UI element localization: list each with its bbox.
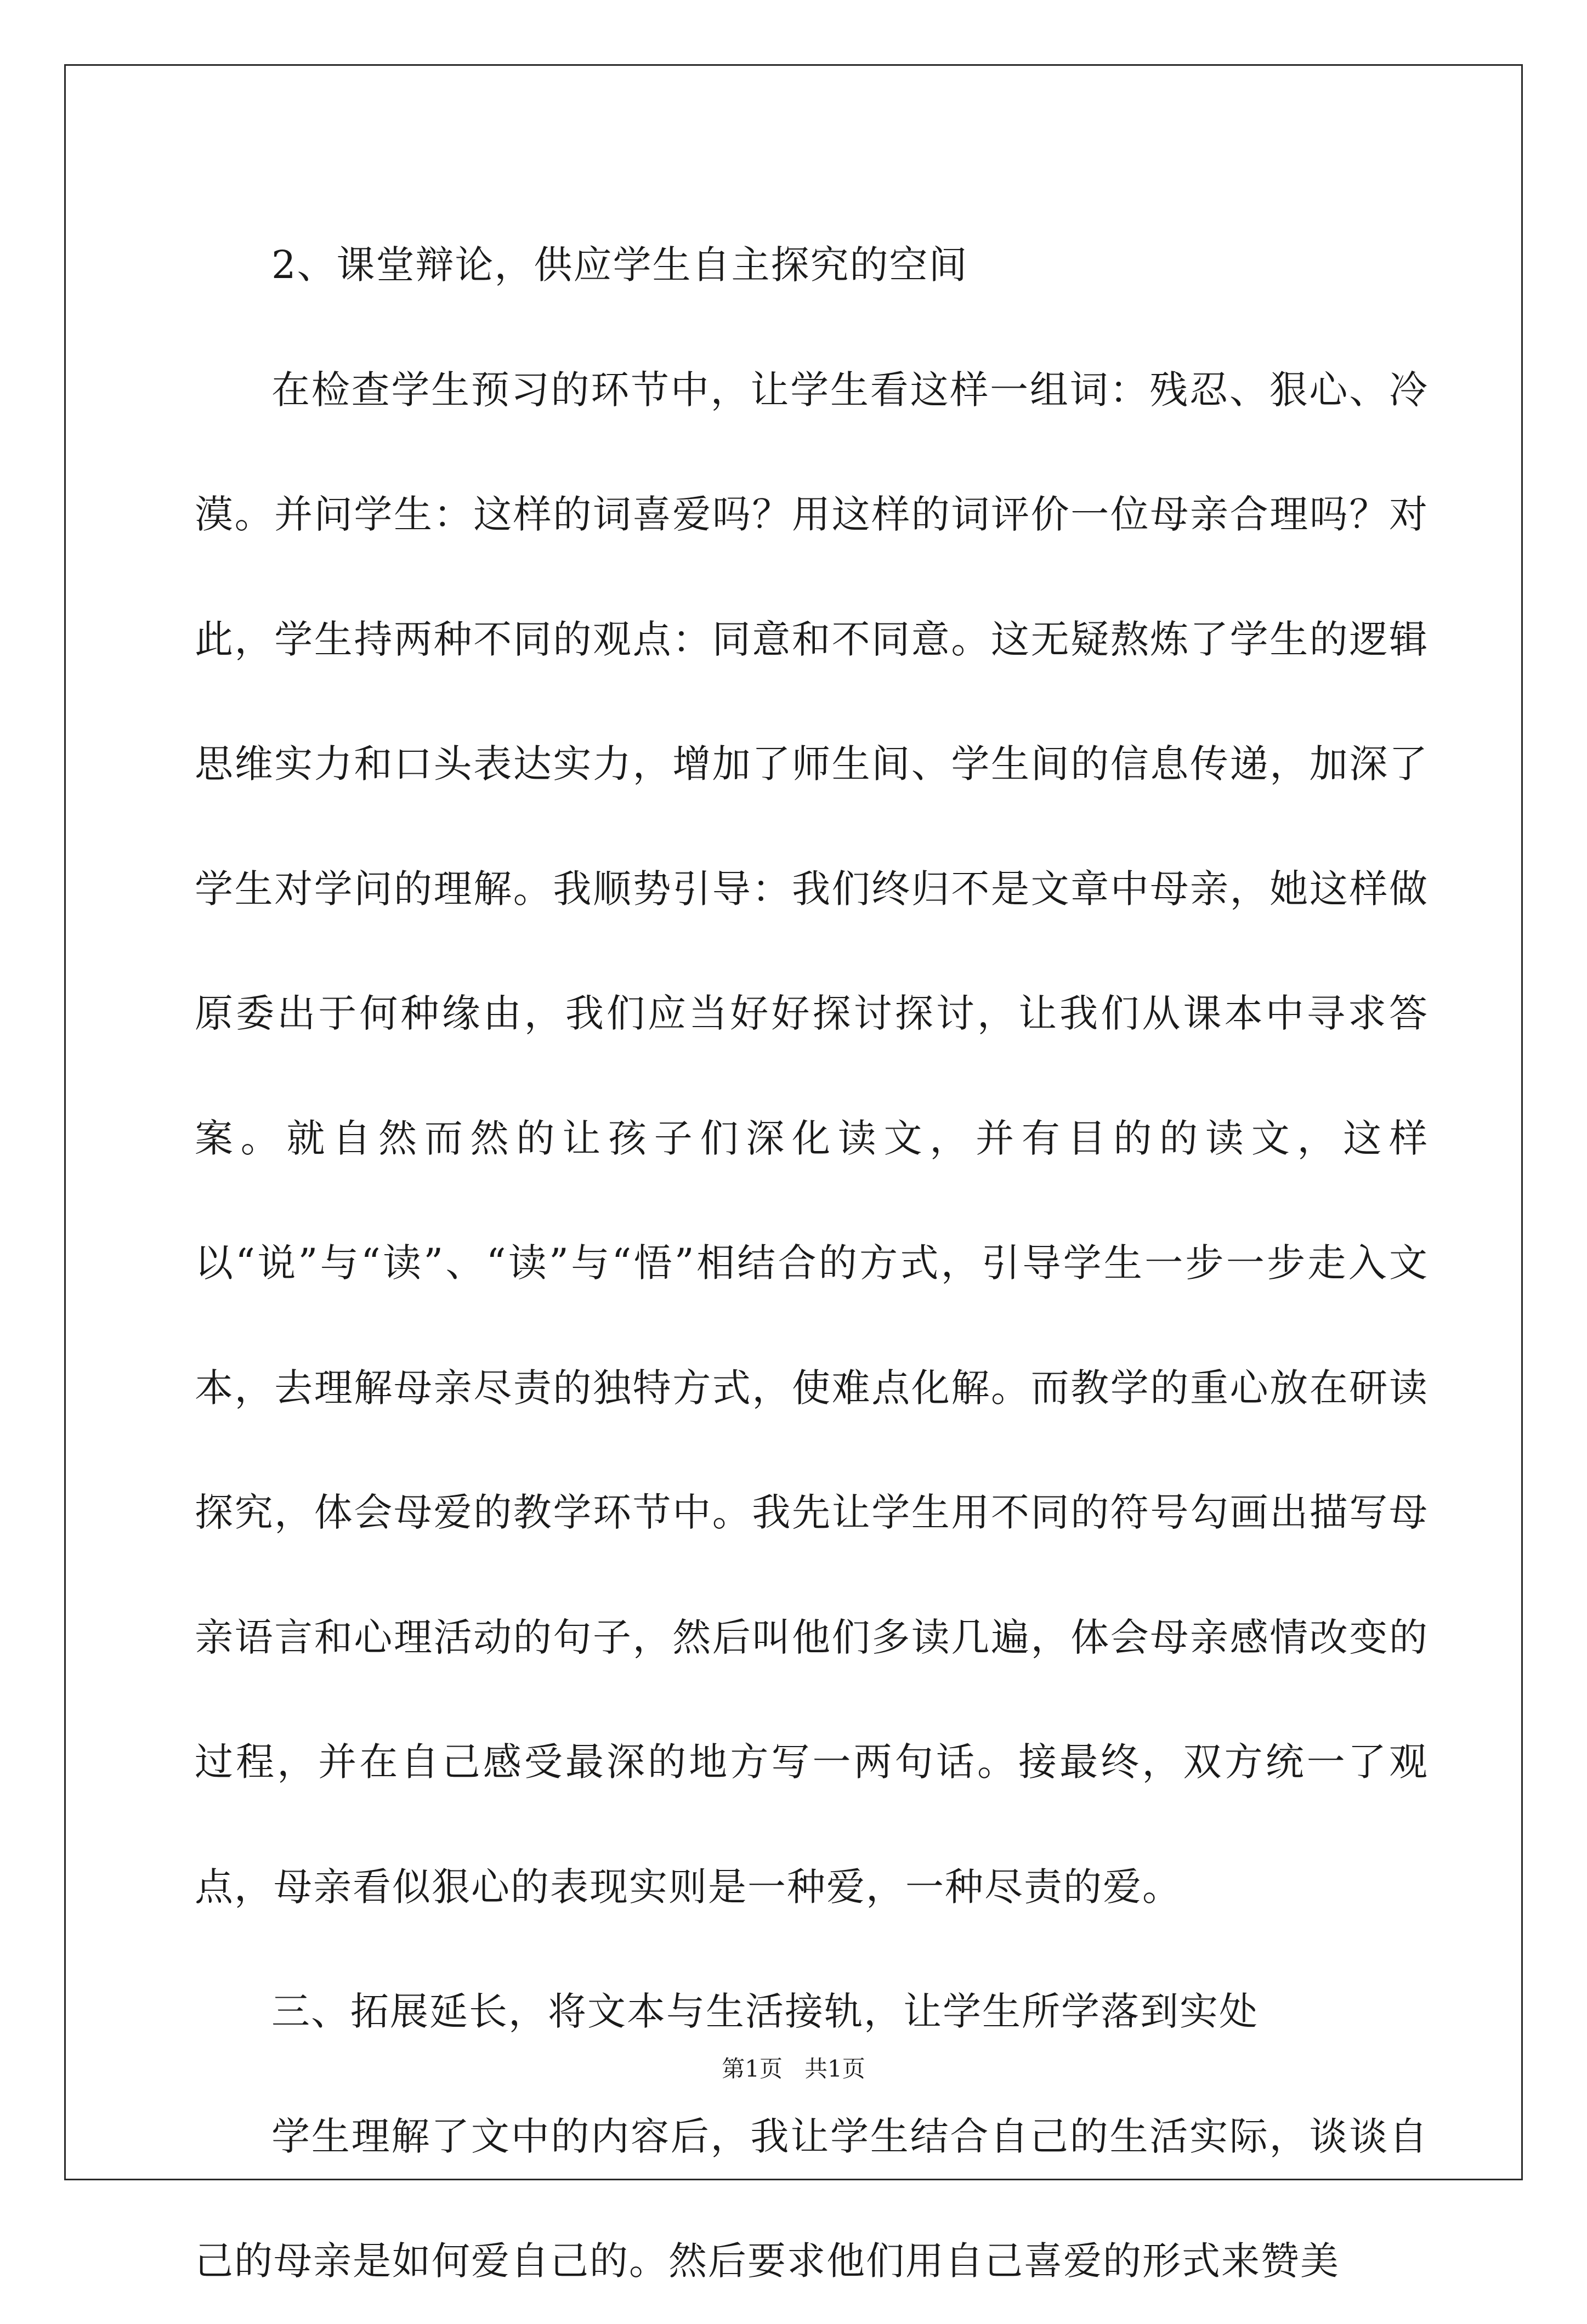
page-number: 第1页 [722, 2055, 783, 2082]
paragraph-heading-extension: 三、拓展延长，将文本与生活接轨，让学生所学落到实处 [271, 1989, 1259, 2034]
footer-separator [783, 2055, 804, 2082]
paragraph-life-connection: 学生理解了文中的内容后，我让学生结合自己的生活实际，谈谈自己的母亲是如何爱自己的。然后要求他们用自己喜爱的形式来赞美 [195, 2113, 1429, 2283]
document-body [195, 203, 1429, 2324]
page-footer [0, 2051, 1587, 2084]
paragraph-preview-discussion: 在检查学生预习的环节中，让学生看这样一组词：残忍、狠心、冷漠。并问学生：这样的词喜爱吗？用这样的词评价一位母亲合理吗？对此，学生持两种不同的观点：同意和不同意。这无疑熬炼了学生的逻辑思维实力和口头表达实力，增加了师生间、学生间的信息传递，加深了学生对学问的理解。我顺势引导：我们终归不是文章中母亲，她这样做原委出于何种缘由，我们应当好好探讨探讨，让我们从课本中寻求答案。就自然而然的让孩子们深化读文，并有目的的读文，这样以“说”与“读”、“读”与“悟”相结合的方式，引导学生一步一步走入文本，去理解母亲尽责的独特方式，使难点化解。而教学的重心放在研读探究，体会母爱的教学环节中。我先让学生用不同的符号勾画出描写母亲语言和心理活动的句子，然后叫他们多读几遍，体会母亲感情改变的过程，并在自己感受最深的地方写一两句话。接最终，双方统一了观点，母亲看似狠心的表现实则是一种爱，一种尽责的爱。 [195, 367, 1429, 1909]
paragraph-heading-debate: 2、课堂辩论，供应学生自主探究的空间 [271, 242, 968, 287]
page-total: 共1页 [804, 2055, 865, 2082]
